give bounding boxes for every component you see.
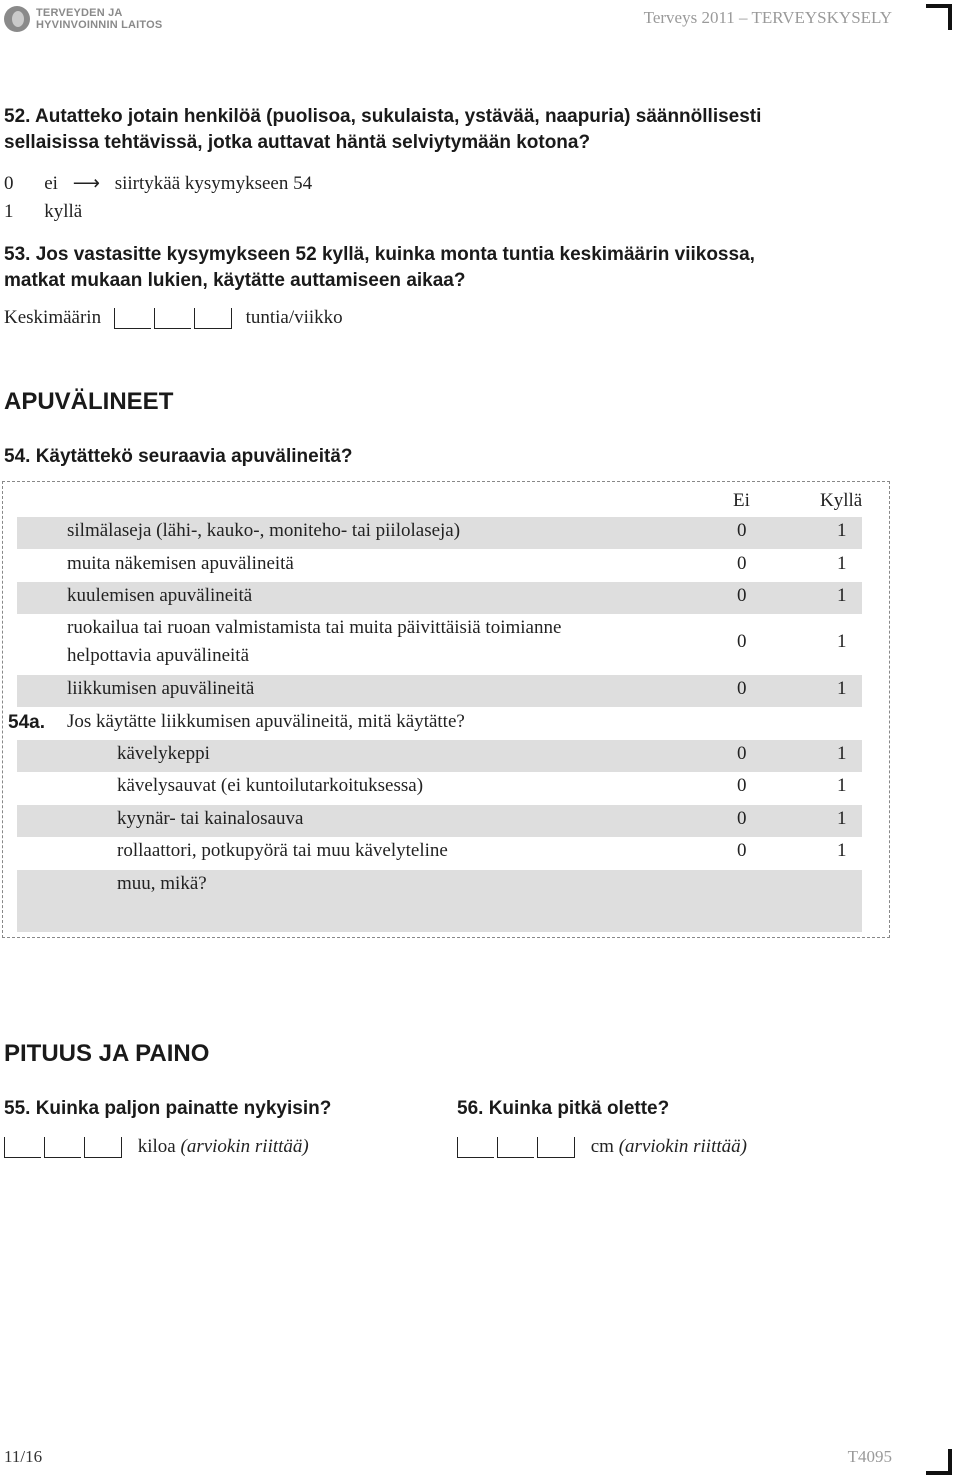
thl-logo: [4, 4, 184, 34]
corner-mark-bottom-icon: [926, 1449, 952, 1475]
question-56: 56. Kuinka pitkä olette?: [457, 1098, 670, 1119]
table-row: [17, 614, 862, 674]
table-row: [17, 837, 862, 869]
q53-suffix: tuntia/viikko: [245, 307, 343, 328]
answer-yes[interactable]: 1: [837, 808, 847, 829]
answer-no[interactable]: 0: [737, 775, 747, 796]
answer-no[interactable]: 0: [737, 808, 747, 829]
height-input[interactable]: [457, 1137, 578, 1158]
header-title: Terveys 2011 – TERVEYSKYSELY: [643, 8, 892, 27]
answer-no[interactable]: 0: [737, 840, 747, 861]
question-53-line1: 53. Jos vastasitte kysymykseen 52 kyllä, kuinka monta tuntia keskimäärin viikossa,: [4, 244, 755, 265]
q52-option-1-code: 1: [4, 201, 14, 222]
table-row: [17, 772, 862, 804]
answer-no[interactable]: 0: [737, 631, 747, 652]
answer-yes[interactable]: 1: [837, 743, 847, 764]
logo-line2: HYVINVOINNIN LAITOS: [36, 19, 163, 31]
q52-option-1[interactable]: [4, 198, 82, 226]
digit-box[interactable]: [114, 308, 151, 329]
table-row: [17, 550, 862, 582]
q55-unit: kiloa: [137, 1136, 176, 1157]
q52-option-0[interactable]: [4, 170, 312, 198]
answer-yes[interactable]: 1: [837, 775, 847, 796]
q52-option-0-code: 0: [4, 173, 14, 194]
question-54a-text: Jos käytätte liikkumisen apuvälineitä, mitä käytätte?: [67, 711, 465, 732]
digit-box[interactable]: [457, 1137, 494, 1158]
section-title-height-weight: PITUUS JA PAINO: [4, 1040, 210, 1067]
row-label: rollaattori, potkupyörä tai muu kävelyteline: [117, 840, 448, 861]
q53-answer: [4, 304, 343, 332]
weight-input[interactable]: [4, 1137, 125, 1158]
question-52: [4, 104, 761, 156]
answer-yes[interactable]: 1: [837, 840, 847, 861]
question-53-line2: matkat mukaan lukien, käytätte auttamiseen aikaa?: [4, 270, 466, 291]
question-55: 55. Kuinka paljon painatte nykyisin?: [4, 1098, 332, 1119]
other-text-field[interactable]: [17, 870, 862, 932]
row-label: kävelykeppi: [117, 743, 210, 764]
page-number: 11/16: [4, 1447, 43, 1466]
table-row: [17, 740, 862, 772]
question-54: 54. Käytättekö seuraavia apuvälineitä?: [4, 446, 353, 467]
q53-hours-input[interactable]: [114, 308, 235, 329]
question-52-line1: 52. Autatteko jotain henkilöä (puolisoa, sukulaista, ystävää, naapuria) säännöllisesti: [4, 106, 762, 127]
table-row: [17, 517, 862, 549]
q56-note: (arviokin riittää): [618, 1136, 747, 1157]
answer-yes[interactable]: 1: [837, 520, 847, 541]
skip-arrow-icon: ⟶: [72, 173, 100, 194]
answer-no[interactable]: 0: [737, 520, 747, 541]
logo-emblem-icon: [4, 6, 30, 32]
q55-answer: [4, 1133, 309, 1161]
row-label: kyynär- tai kainalosauva: [117, 808, 304, 829]
question-53: [4, 242, 755, 294]
row-label: liikkumisen apuvälineitä: [67, 678, 255, 699]
row-label: kävelysauvat (ei kuntoilutarkoituksessa): [117, 775, 424, 796]
q52-option-0-label: ei: [44, 173, 58, 194]
q52-option-1-label: kyllä: [44, 201, 83, 222]
corner-mark-top-icon: [926, 4, 952, 30]
column-header-yes: Kyllä: [820, 490, 863, 511]
row-label: ruokailua tai ruoan valmistamista tai muita päivittäisiä toimianne: [67, 617, 562, 638]
answer-yes[interactable]: 1: [837, 631, 847, 652]
digit-box[interactable]: [4, 1137, 41, 1158]
question-54a-number: 54a.: [8, 712, 45, 733]
digit-box[interactable]: [194, 308, 232, 329]
answer-no[interactable]: 0: [737, 553, 747, 574]
digit-box[interactable]: [154, 308, 191, 329]
answer-no[interactable]: 0: [737, 585, 747, 606]
digit-box[interactable]: [537, 1137, 575, 1158]
digit-box[interactable]: [84, 1137, 122, 1158]
q56-answer: [457, 1133, 747, 1161]
aids-table: [2, 481, 890, 938]
table-row: [17, 675, 862, 707]
row-label: silmälaseja (lähi-, kauko-, moniteho- tai piilolaseja): [67, 520, 461, 541]
question-52-line2: sellaisissa tehtävissä, jotka auttavat häntä selviytymään kotona?: [4, 132, 591, 153]
q53-prefix: Keskimäärin: [4, 307, 102, 328]
row-label: kuulemisen apuvälineitä: [67, 585, 253, 606]
column-header-no: Ei: [733, 490, 750, 511]
question-54a: [17, 708, 862, 740]
q55-note: (arviokin riittää): [180, 1136, 309, 1157]
digit-box[interactable]: [44, 1137, 81, 1158]
answer-yes[interactable]: 1: [837, 553, 847, 574]
row-label: muu, mikä?: [117, 873, 207, 894]
digit-box[interactable]: [497, 1137, 534, 1158]
section-title-aids: APUVÄLINEET: [4, 388, 174, 415]
table-row: [17, 582, 862, 614]
q56-unit: cm: [590, 1136, 614, 1157]
answer-yes[interactable]: 1: [837, 585, 847, 606]
q52-skip-text: siirtykää kysymykseen 54: [114, 173, 313, 194]
answer-no[interactable]: 0: [737, 678, 747, 699]
table-row: [17, 805, 862, 837]
form-code: T4095: [847, 1447, 892, 1466]
answer-yes[interactable]: 1: [837, 678, 847, 699]
answer-no[interactable]: 0: [737, 743, 747, 764]
row-label: muita näkemisen apuvälineitä: [67, 553, 294, 574]
logo-line1: TERVEYDEN JA: [36, 7, 123, 19]
row-label-line2: helpottavia apuvälineitä: [67, 645, 250, 666]
